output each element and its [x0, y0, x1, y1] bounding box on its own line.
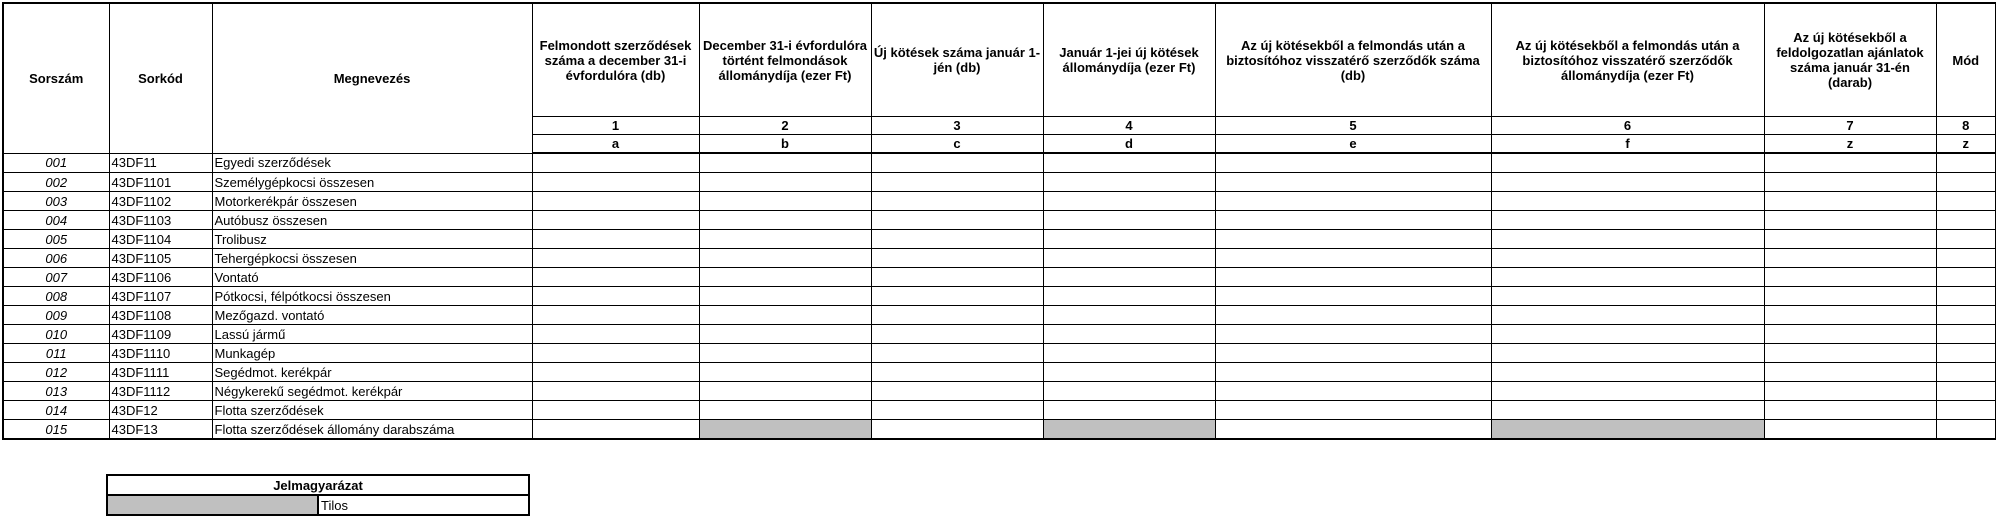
table-row — [3, 287, 1996, 306]
data-cell[interactable] — [1491, 325, 1764, 344]
col-letter: e — [1215, 135, 1491, 154]
data-cell[interactable] — [699, 153, 871, 173]
col-number: 3 — [871, 117, 1043, 135]
header-col-4: Január 1-jei új kötések állománydíja (ezer Ft) — [1043, 3, 1215, 117]
legend-label: Tilos — [318, 495, 529, 515]
data-cell[interactable] — [532, 268, 699, 287]
row-name: Flotta szerződések állomány darabszáma — [212, 420, 532, 440]
data-cell[interactable] — [532, 192, 699, 211]
table-row — [3, 401, 1996, 420]
data-cell[interactable] — [532, 401, 699, 420]
row-sorszam: 013 — [3, 382, 109, 401]
table-row — [3, 230, 1996, 249]
data-cell[interactable] — [1936, 344, 1996, 363]
row-sorszam: 012 — [3, 363, 109, 382]
table-row — [3, 325, 1996, 344]
table-row — [3, 268, 1996, 287]
data-cell[interactable] — [1215, 173, 1491, 192]
table-row — [3, 153, 1996, 173]
data-cell[interactable] — [1043, 192, 1215, 211]
data-cell-disabled — [1491, 420, 1764, 440]
data-cell[interactable] — [1043, 287, 1215, 306]
col-number: 4 — [1043, 117, 1215, 135]
row-name: Munkagép — [212, 344, 532, 363]
data-cell[interactable] — [1215, 287, 1491, 306]
data-cell[interactable] — [699, 306, 871, 325]
header-col-mod: Mód — [1936, 3, 1996, 117]
row-sorszam: 006 — [3, 249, 109, 268]
row-name: Vontató — [212, 268, 532, 287]
data-cell[interactable] — [699, 344, 871, 363]
data-cell[interactable] — [699, 230, 871, 249]
col-letter: f — [1491, 135, 1764, 154]
data-cell[interactable] — [871, 173, 1043, 192]
header-col-7: Az új kötésekből a feldolgozatlan ajánlatok száma január 31-én (darab) — [1764, 3, 1936, 117]
data-cell[interactable] — [1491, 249, 1764, 268]
header-col-2: December 31-i évfordulóra történt felmondások állománydíja (ezer Ft) — [699, 3, 871, 117]
row-sorszam: 011 — [3, 344, 109, 363]
data-cell[interactable] — [1043, 249, 1215, 268]
data-cell[interactable] — [1043, 306, 1215, 325]
col-letter: d — [1043, 135, 1215, 154]
data-cell[interactable] — [1215, 325, 1491, 344]
col-letter: z — [1936, 135, 1996, 154]
header-megnevezes: Megnevezés — [212, 3, 532, 153]
row-name: Négykerekű segédmot. kerékpár — [212, 382, 532, 401]
data-cell[interactable] — [1043, 153, 1215, 173]
data-cell[interactable] — [1043, 173, 1215, 192]
data-cell[interactable] — [1491, 153, 1764, 173]
row-sorkod: 43DF1102 — [109, 192, 212, 211]
data-cell[interactable] — [1491, 173, 1764, 192]
data-cell[interactable] — [699, 211, 871, 230]
data-cell[interactable] — [699, 173, 871, 192]
header-sorkod: Sorkód — [109, 3, 212, 153]
data-cell[interactable] — [1491, 382, 1764, 401]
data-cell[interactable] — [1043, 211, 1215, 230]
data-cell[interactable] — [1936, 287, 1996, 306]
data-cell[interactable] — [871, 420, 1043, 440]
data-cell[interactable] — [1936, 382, 1996, 401]
row-sorkod: 43DF1109 — [109, 325, 212, 344]
row-sorkod: 43DF1105 — [109, 249, 212, 268]
data-cell[interactable] — [871, 230, 1043, 249]
col-letter: a — [532, 135, 699, 154]
data-cell[interactable] — [1936, 401, 1996, 420]
data-cell[interactable] — [1764, 249, 1936, 268]
col-number: 7 — [1764, 117, 1936, 135]
row-sorkod: 43DF1106 — [109, 268, 212, 287]
row-name: Tehergépkocsi összesen — [212, 249, 532, 268]
data-cell[interactable] — [871, 268, 1043, 287]
row-sorszam: 001 — [3, 153, 109, 173]
col-number: 1 — [532, 117, 699, 135]
data-cell[interactable] — [871, 363, 1043, 382]
data-cell[interactable] — [1936, 420, 1996, 440]
data-cell[interactable] — [1764, 401, 1936, 420]
data-cell[interactable] — [871, 153, 1043, 173]
header-col-6: Az új kötésekből a felmondás után a biztosítóhoz visszatérő szerződők állománydíja (ezer Ft) — [1491, 3, 1764, 117]
data-cell[interactable] — [1764, 192, 1936, 211]
row-sorszam: 008 — [3, 287, 109, 306]
data-cell[interactable] — [1491, 211, 1764, 230]
data-cell[interactable] — [1936, 325, 1996, 344]
col-number: 2 — [699, 117, 871, 135]
data-cell[interactable] — [1215, 192, 1491, 211]
data-cell[interactable] — [871, 382, 1043, 401]
data-cell[interactable] — [1215, 306, 1491, 325]
row-name: Pótkocsi, félpótkocsi összesen — [212, 287, 532, 306]
table-row — [3, 249, 1996, 268]
header-sorszam: Sorszám — [3, 3, 109, 153]
table-row — [3, 306, 1996, 325]
header-col-1: Felmondott szerződések száma a december 31-i évfordulóra (db) — [532, 3, 699, 117]
data-cell[interactable] — [1491, 306, 1764, 325]
data-cell-disabled — [699, 420, 871, 440]
header-col-3: Új kötések száma január 1-jén (db) — [871, 3, 1043, 117]
data-cell[interactable] — [1764, 230, 1936, 249]
data-cell[interactable] — [1215, 230, 1491, 249]
row-name: Motorkerékpár összesen — [212, 192, 532, 211]
data-cell[interactable] — [1215, 211, 1491, 230]
data-cell[interactable] — [871, 344, 1043, 363]
data-cell[interactable] — [871, 287, 1043, 306]
data-cell[interactable] — [1215, 344, 1491, 363]
data-cell[interactable] — [1043, 268, 1215, 287]
data-cell[interactable] — [532, 382, 699, 401]
data-cell[interactable] — [532, 211, 699, 230]
data-cell[interactable] — [532, 363, 699, 382]
row-sorszam: 010 — [3, 325, 109, 344]
data-cell[interactable] — [532, 249, 699, 268]
data-cell[interactable] — [871, 211, 1043, 230]
row-sorkod: 43DF11 — [109, 153, 212, 173]
data-cell[interactable] — [1491, 268, 1764, 287]
row-sorszam: 004 — [3, 211, 109, 230]
data-cell[interactable] — [699, 363, 871, 382]
data-cell[interactable] — [1936, 173, 1996, 192]
data-cell[interactable] — [1936, 249, 1996, 268]
col-letter: z — [1764, 135, 1936, 154]
row-sorkod: 43DF1103 — [109, 211, 212, 230]
col-number: 6 — [1491, 117, 1764, 135]
data-cell[interactable] — [1491, 287, 1764, 306]
data-cell[interactable] — [1215, 420, 1491, 440]
col-letter: b — [699, 135, 871, 154]
table-row — [3, 382, 1996, 401]
table-row — [3, 192, 1996, 211]
data-cell[interactable] — [699, 249, 871, 268]
row-sorkod: 43DF1101 — [109, 173, 212, 192]
table-row — [3, 344, 1996, 363]
table-row — [3, 173, 1996, 192]
data-cell[interactable] — [1764, 420, 1936, 440]
data-cell[interactable] — [1215, 382, 1491, 401]
data-cell[interactable] — [1043, 325, 1215, 344]
row-sorszam: 007 — [3, 268, 109, 287]
data-cell[interactable] — [1215, 153, 1491, 173]
data-cell[interactable] — [1491, 192, 1764, 211]
data-cell[interactable] — [1215, 268, 1491, 287]
row-name: Segédmot. kerékpár — [212, 363, 532, 382]
row-sorszam: 005 — [3, 230, 109, 249]
row-name: Egyedi szerződések — [212, 153, 532, 173]
data-cell[interactable] — [699, 268, 871, 287]
row-name: Mezőgazd. vontató — [212, 306, 532, 325]
row-sorkod: 43DF12 — [109, 401, 212, 420]
data-cell[interactable] — [1215, 401, 1491, 420]
data-cell[interactable] — [532, 306, 699, 325]
data-cell[interactable] — [1764, 268, 1936, 287]
table-row — [3, 420, 1996, 440]
legend-title: Jelmagyarázat — [107, 475, 529, 495]
data-cell[interactable] — [699, 382, 871, 401]
data-cell[interactable] — [532, 325, 699, 344]
data-cell[interactable] — [1764, 173, 1936, 192]
data-cell[interactable] — [532, 153, 699, 173]
report-table — [2, 2, 1996, 440]
row-name: Lassú jármű — [212, 325, 532, 344]
data-cell[interactable] — [871, 306, 1043, 325]
data-cell[interactable] — [1215, 249, 1491, 268]
data-cell[interactable] — [1764, 287, 1936, 306]
data-cell[interactable] — [1936, 230, 1996, 249]
data-cell[interactable] — [1764, 363, 1936, 382]
row-sorkod: 43DF1112 — [109, 382, 212, 401]
data-cell[interactable] — [1936, 306, 1996, 325]
data-cell[interactable] — [699, 401, 871, 420]
data-cell[interactable] — [1936, 153, 1996, 173]
data-cell[interactable] — [1043, 344, 1215, 363]
data-cell[interactable] — [532, 420, 699, 440]
row-sorszam: 014 — [3, 401, 109, 420]
data-cell[interactable] — [871, 249, 1043, 268]
data-cell[interactable] — [1043, 230, 1215, 249]
data-cell[interactable] — [1936, 363, 1996, 382]
data-cell[interactable] — [1764, 153, 1936, 173]
data-cell[interactable] — [532, 230, 699, 249]
row-sorkod: 43DF1108 — [109, 306, 212, 325]
data-cell[interactable] — [1936, 211, 1996, 230]
row-sorkod: 43DF1111 — [109, 363, 212, 382]
data-cell[interactable] — [532, 344, 699, 363]
row-sorszam: 009 — [3, 306, 109, 325]
data-cell[interactable] — [871, 401, 1043, 420]
data-cell[interactable] — [1491, 344, 1764, 363]
data-cell[interactable] — [1043, 363, 1215, 382]
data-cell[interactable] — [699, 287, 871, 306]
row-name: Flotta szerződések — [212, 401, 532, 420]
data-cell[interactable] — [1491, 401, 1764, 420]
row-name: Autóbusz összesen — [212, 211, 532, 230]
col-letter: c — [871, 135, 1043, 154]
data-cell[interactable] — [699, 325, 871, 344]
data-cell[interactable] — [1764, 211, 1936, 230]
data-cell[interactable] — [1215, 363, 1491, 382]
data-cell[interactable] — [1043, 401, 1215, 420]
col-number: 8 — [1936, 117, 1996, 135]
row-sorszam: 002 — [3, 173, 109, 192]
header-col-5: Az új kötésekből a felmondás után a biztosítóhoz visszatérő szerződők száma (db) — [1215, 3, 1491, 117]
data-cell[interactable] — [1491, 363, 1764, 382]
data-cell[interactable] — [532, 287, 699, 306]
data-cell[interactable] — [1764, 344, 1936, 363]
data-cell[interactable] — [1936, 192, 1996, 211]
data-cell[interactable] — [871, 325, 1043, 344]
data-cell[interactable] — [699, 192, 871, 211]
row-sorkod: 43DF1104 — [109, 230, 212, 249]
data-cell[interactable] — [1043, 382, 1215, 401]
col-number: 5 — [1215, 117, 1491, 135]
data-cell[interactable] — [1764, 306, 1936, 325]
data-cell[interactable] — [1936, 268, 1996, 287]
row-sorkod: 43DF13 — [109, 420, 212, 440]
table-row — [3, 363, 1996, 382]
table-body — [3, 153, 1996, 439]
data-cell[interactable] — [1764, 382, 1936, 401]
legend-swatch-gray — [107, 495, 318, 515]
data-cell[interactable] — [532, 173, 699, 192]
data-cell[interactable] — [871, 192, 1043, 211]
data-cell[interactable] — [1491, 230, 1764, 249]
row-sorkod: 43DF1107 — [109, 287, 212, 306]
row-name: Személygépkocsi összesen — [212, 173, 532, 192]
row-sorkod: 43DF1110 — [109, 344, 212, 363]
data-cell[interactable] — [1764, 325, 1936, 344]
table-row — [3, 211, 1996, 230]
row-sorszam: 015 — [3, 420, 109, 440]
row-name: Trolibusz — [212, 230, 532, 249]
row-sorszam: 003 — [3, 192, 109, 211]
legend — [106, 474, 530, 516]
data-cell-disabled — [1043, 420, 1215, 440]
